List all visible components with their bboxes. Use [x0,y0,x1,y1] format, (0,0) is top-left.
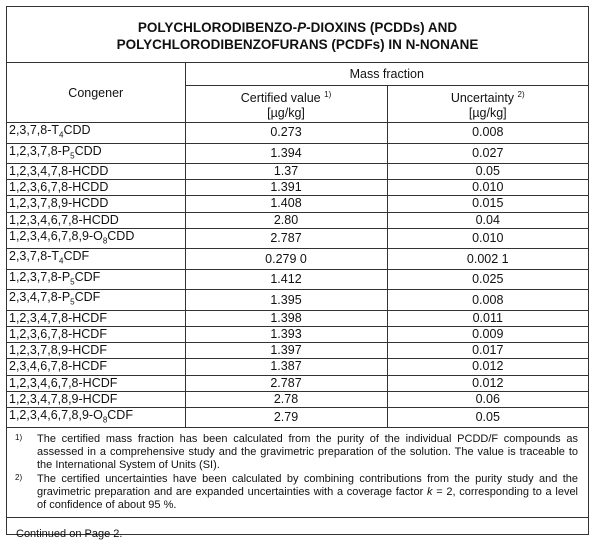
congener-cell [7,249,185,270]
congener-suffix: CDD [107,228,135,243]
header-congener: Congener [7,63,185,123]
header-certified-label: Certified value [240,91,321,106]
congener-cell [7,290,185,311]
uncertainty-cell: 0.017 [387,343,588,359]
congener-cell [7,326,185,342]
congener-subscript: 4 [59,256,64,266]
footnote-mark: 2) [15,473,23,483]
table-row [7,290,588,311]
uncertainty-cell: 0.012 [387,359,588,375]
table-row [7,359,588,375]
congener-cell [7,228,185,249]
congener-cell [7,212,185,228]
congener-cell [7,359,185,375]
header-mass-fraction: Mass fraction [185,63,588,86]
table-row [7,228,588,249]
congener-name: 1,2,3,4,7,8-HCDF [9,310,107,325]
uncertainty-cell: 0.025 [387,269,588,290]
certified-value-cell: 1.412 [185,269,387,290]
uncertainty-cell: 0.009 [387,326,588,342]
footnote-text-part: = 2, corresponding to a level of confidence of about 95 %. [37,486,578,512]
congener-name: 1,2,3,4,7,8-HCDD [9,164,109,179]
congener-name: 1,2,3,4,6,7,8-HCDF [9,375,118,390]
title-italic-part: P [297,20,307,35]
congener-name: 2,3,4,6,7,8-HCDF [9,359,107,374]
table-row [7,143,588,164]
uncertainty-cell: 0.008 [387,123,588,144]
certified-value-cell: 1.394 [185,143,387,164]
table-row [7,326,588,342]
congener-cell [7,343,185,359]
congener-cell [7,196,185,212]
table-title [7,7,588,63]
uncertainty-cell: 0.015 [387,196,588,212]
congener-name: 1,2,3,4,6,7,8-HCDD [9,212,119,227]
congener-name: 1,2,3,6,7,8-HCDD [9,180,109,195]
congener-subscript: 5 [70,297,75,307]
footnote-2 [15,473,578,512]
uncertainty-cell: 0.008 [387,290,588,311]
table-row [7,164,588,180]
certified-value-cell: 1.408 [185,196,387,212]
header-uncertainty-label: Uncertainty [450,91,515,106]
congener-cell [7,269,185,290]
header-uncertainty [387,86,588,123]
congener-subscript: 5 [70,277,75,287]
table-row [7,180,588,196]
congener-cell [7,407,185,428]
table-row [7,391,588,407]
title-line-1 [7,19,588,36]
congener-suffix: CDF [74,290,101,305]
table-row [7,123,588,144]
congener-cell [7,375,185,391]
certified-value-cell: 2.80 [185,212,387,228]
footnote-text-part: The certified uncertainties have been calculated by combining contributions from the purity study and the gravimetric preparation and are expanded uncertainties with a coverage factor [37,473,578,499]
header-uncertainty-unit: [µg/kg] [468,106,507,121]
congener-suffix: CDF [107,407,133,422]
congener-cell [7,123,185,144]
congener-name: 1,2,3,7,8,9-HCDD [9,196,109,211]
certified-value-cell: 1.37 [185,164,387,180]
footnote-ref: 2) [517,89,525,99]
continued-note: Continued on Page 2. [16,528,123,541]
title-line-2: POLYCHLORODIBENZOFURANS (PCDFs) IN N-NONANE [116,37,479,52]
congener-name: 1,2,3,4,7,8,9-HCDF [9,391,118,406]
certificate-table-frame [6,6,589,541]
congener-name: 2,3,7,8-T [9,249,60,264]
title-part: POLYCHLORODIBENZO- [137,20,298,35]
congener-name: 1,2,3,4,6,7,8,9-O [9,407,103,422]
congener-subscript: 8 [102,236,108,246]
certified-value-cell: 1.397 [185,343,387,359]
congener-name: 1,2,3,7,8-P [9,143,71,158]
congener-cell [7,164,185,180]
congener-cell [7,310,185,326]
uncertainty-cell: 0.027 [387,143,588,164]
certified-value-cell: 2.787 [185,375,387,391]
footnotes [7,428,588,518]
uncertainty-cell: 0.011 [387,310,588,326]
table-row [7,310,588,326]
congener-name: 1,2,3,6,7,8-HCDF [9,327,107,342]
header-certified-unit: [µg/kg] [267,106,305,121]
congener-name: 2,3,4,7,8-P [9,290,71,305]
uncertainty-cell: 0.010 [387,228,588,249]
congener-cell [7,180,185,196]
coverage-factor-symbol: k [426,486,433,499]
certified-value-cell: 2.79 [185,407,387,428]
certified-value-cell: 1.395 [185,290,387,311]
certified-value-cell: 2.78 [185,391,387,407]
certified-value-cell: 0.279 0 [185,249,387,270]
table-row [7,375,588,391]
congener-subscript: 4 [59,130,64,140]
congener-name: 1,2,3,7,8-P [9,269,71,284]
table-row [7,269,588,290]
table-row [7,212,588,228]
congener-suffix: CDF [63,249,90,264]
title-part: -DIOXINS (PCDDs) AND [306,20,458,35]
congener-suffix: CDF [74,269,101,284]
uncertainty-cell: 0.05 [387,407,588,428]
uncertainty-cell: 0.010 [387,180,588,196]
footnote-ref: 1) [324,89,332,99]
header-certified-value [185,86,387,123]
congener-subscript: 8 [102,415,108,425]
uncertainty-cell: 0.04 [387,212,588,228]
congener-name: 2,3,7,8-T [9,123,60,137]
uncertainty-cell: 0.05 [387,164,588,180]
table-row [7,196,588,212]
footnote-text [37,473,578,512]
table-row [7,249,588,270]
congener-name: 1,2,3,7,8,9-HCDF [9,343,107,358]
congener-subscript: 5 [70,151,75,160]
certified-value-cell: 1.387 [185,359,387,375]
footnote-mark: 1) [15,433,23,443]
table-body [7,123,588,428]
certified-value-cell: 1.398 [185,310,387,326]
footnote-1 [15,433,578,472]
table-row [7,407,588,428]
certified-value-cell: 0.273 [185,123,387,144]
uncertainty-cell: 0.002 1 [387,249,588,270]
congener-cell [7,391,185,407]
congener-suffix: CDD [63,123,91,137]
congener-name: 1,2,3,4,6,7,8,9-O [9,228,103,243]
certified-value-cell: 1.393 [185,326,387,342]
congener-suffix: CDD [74,143,102,158]
table-row [7,343,588,359]
congener-cell [7,143,185,164]
uncertainty-cell: 0.012 [387,375,588,391]
certified-value-cell: 2.787 [185,228,387,249]
footnote-text: The certified mass fraction has been calculated from the purity of the individual PCDD/F compounds as assessed in a comprehensive study and the gravimetric preparation of the solution. The value is traceable to the International System of Units (SI). [37,433,578,472]
uncertainty-cell: 0.06 [387,391,588,407]
mass-fraction-table [7,63,588,428]
certified-value-cell: 1.391 [185,180,387,196]
